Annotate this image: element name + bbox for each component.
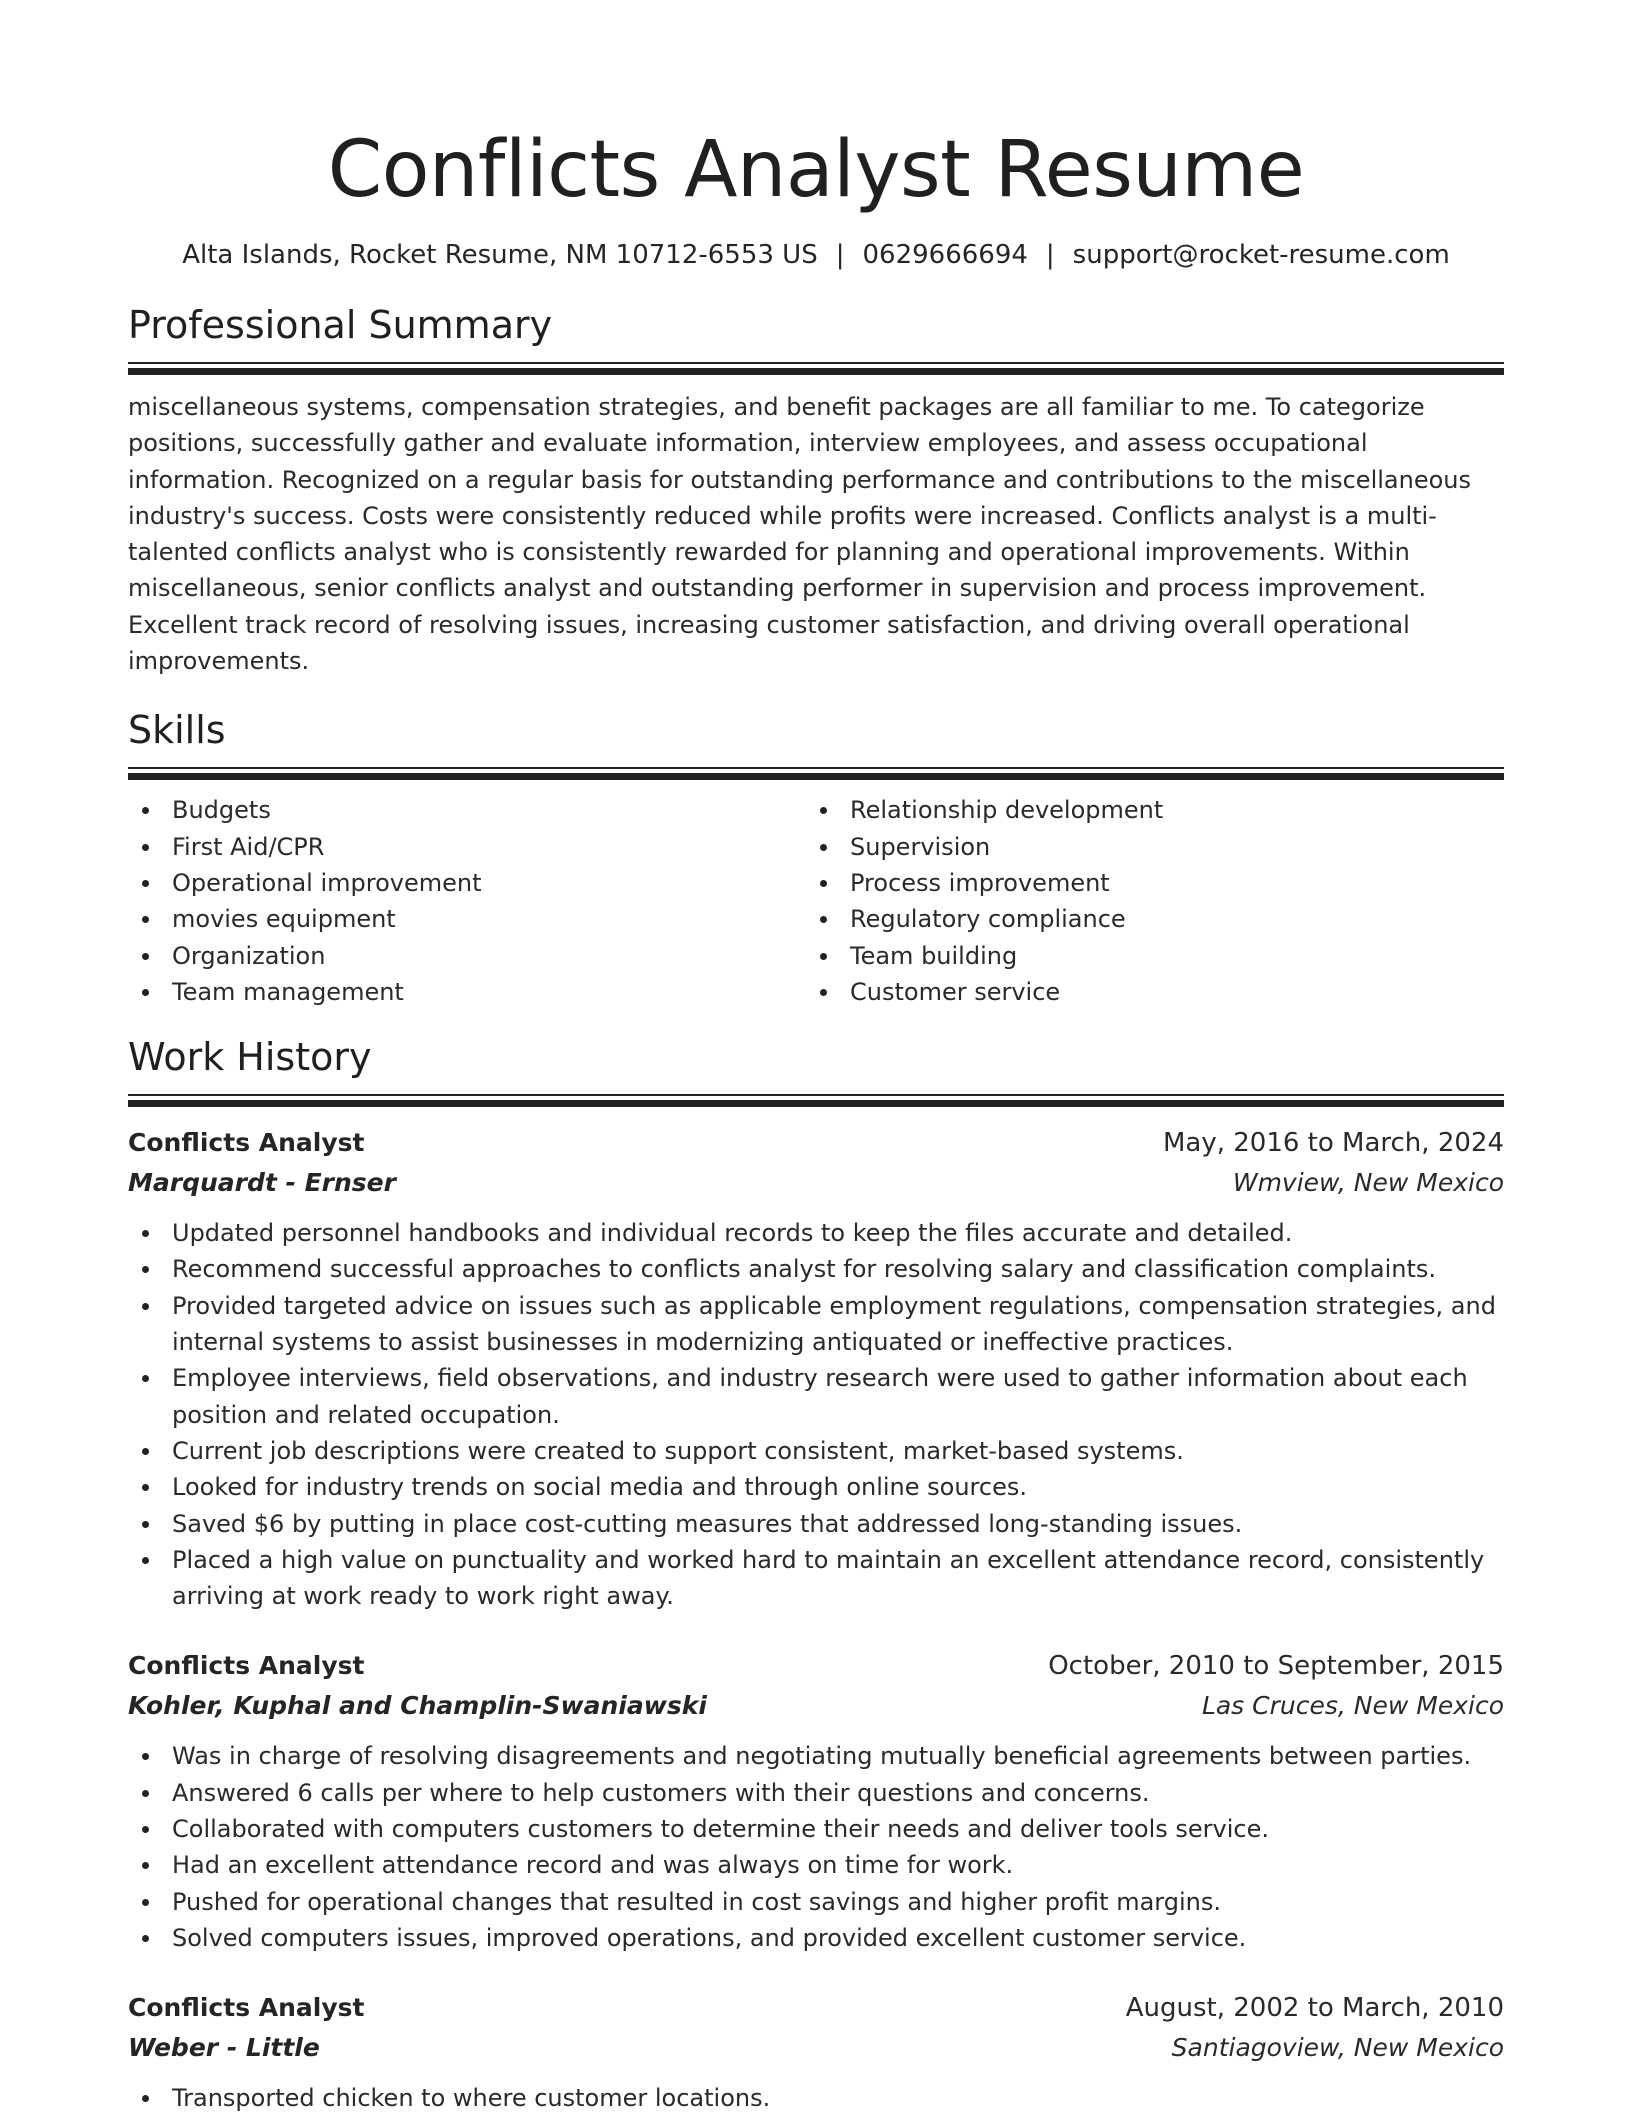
job-duties — [128, 1215, 1504, 1614]
skills-columns — [128, 792, 1504, 1010]
skills-list-right — [806, 792, 1484, 1010]
skill-item: Customer service — [806, 974, 1484, 1010]
job-entry — [128, 1646, 1504, 1956]
job-duties — [128, 2080, 1504, 2116]
duty-item: Answered 6 calls per where to help customers with their questions and concerns. — [128, 1775, 1504, 1811]
skill-item: Supervision — [806, 829, 1484, 865]
duty-item: Collaborated with computers customers to determine their needs and deliver tools service. — [128, 1811, 1504, 1847]
duty-item: Provided targeted advice on issues such as applicable employment regulations, compensation strategies, and internal systems to assist businesses in modernizing antiquated or ineffective practices. — [128, 1288, 1504, 1361]
resume-title: Conflicts Analyst Resume — [327, 125, 1305, 215]
job-company: Weber - Little — [128, 2033, 320, 2063]
resume-page — [128, 0, 1504, 2117]
skill-item: Organization — [128, 938, 806, 974]
job-header — [128, 1988, 1504, 2028]
duty-item: Pushed for operational changes that resulted in cost savings and higher profit margins. — [128, 1884, 1504, 1920]
contact-separator: | — [835, 240, 845, 270]
section-divider — [128, 362, 1504, 375]
skill-item: Process improvement — [806, 865, 1484, 901]
skills-section — [128, 705, 1504, 1010]
contact-line — [128, 238, 1504, 272]
contact-address: Alta Islands, Rocket Resume, NM 10712-6553 US — [182, 240, 818, 270]
duty-item: Updated personnel handbooks and individual records to keep the files accurate and detailed. — [128, 1215, 1504, 1251]
skills-heading: Skills — [128, 708, 226, 753]
job-company: Marquardt - Ernser — [128, 1168, 396, 1198]
skill-item: First Aid/CPR — [128, 829, 806, 865]
job-subheader — [128, 1163, 1504, 1203]
duty-item: Had an excellent attendance record and was always on time for work. — [128, 1847, 1504, 1883]
contact-email: support@rocket-resume.com — [1072, 240, 1450, 270]
duty-item: Solved computers issues, improved operations, and provided excellent customer service. — [128, 1920, 1504, 1956]
skill-item: movies equipment — [128, 901, 806, 937]
skill-item: Budgets — [128, 792, 806, 828]
job-dates: August, 2002 to March, 2010 — [1125, 1993, 1504, 2024]
skill-item: Relationship development — [806, 792, 1484, 828]
duty-item: Was in charge of resolving disagreements and negotiating mutually beneficial agreements between parties. — [128, 1738, 1504, 1774]
skill-item: Regulatory compliance — [806, 901, 1484, 937]
section-divider — [128, 1094, 1504, 1107]
contact-phone: 0629666694 — [862, 240, 1028, 270]
work-heading: Work History — [128, 1035, 372, 1080]
work-section — [128, 1032, 1504, 2116]
job-title: Conflicts Analyst — [128, 1993, 365, 2023]
duty-item: Recommend successful approaches to conflicts analyst for resolving salary and classification complaints. — [128, 1251, 1504, 1287]
section-divider — [128, 767, 1504, 780]
summary-heading: Professional Summary — [128, 303, 553, 347]
job-title: Conflicts Analyst — [128, 1128, 365, 1158]
job-company: Kohler, Kuphal and Champlin-Swaniawski — [128, 1691, 707, 1721]
duty-item: Placed a high value on punctuality and worked hard to maintain an excellent attendance record, consistently arriving at work ready to work right away. — [128, 1542, 1504, 1615]
duty-item: Looked for industry trends on social media and through online sources. — [128, 1469, 1504, 1505]
job-subheader — [128, 1686, 1504, 1726]
job-entry — [128, 1988, 1504, 2116]
job-dates: October, 2010 to September, 2015 — [1048, 1651, 1504, 1682]
duty-item: Transported chicken to where customer locations. — [128, 2080, 1504, 2116]
duty-item: Employee interviews, field observations, and industry research were used to gather information about each position and related occupation. — [128, 1360, 1504, 1433]
skills-list-left — [128, 792, 806, 1010]
job-dates: May, 2016 to March, 2024 — [1162, 1128, 1504, 1159]
duty-item: Saved $6 by putting in place cost-cutting measures that addressed long-standing issues. — [128, 1506, 1504, 1542]
skill-item: Team management — [128, 974, 806, 1010]
job-entry — [128, 1123, 1504, 1614]
job-subheader — [128, 2028, 1504, 2068]
job-header — [128, 1123, 1504, 1163]
contact-separator: | — [1045, 240, 1055, 270]
summary-text: miscellaneous systems, compensation strategies, and benefit packages are all familiar to me. To categorize positions, successfully gather and evaluate information, interview employees, and assess occupational information. Recognized on a regular basis for outstanding performance and contributions to the miscellaneous industry's success. Costs were consistently reduced while profits were increased. Conflicts analyst is a multi-talented conflicts analyst who is consistently rewarded for planning and operational improvements. Within miscellaneous, senior conflicts analyst and outstanding performer in supervision and process improvement. Excellent track record of resolving issues, increasing customer satisfaction, and driving overall operational improvements. — [128, 393, 1471, 676]
skill-item: Operational improvement — [128, 865, 806, 901]
summary-section — [128, 300, 1504, 679]
job-header — [128, 1646, 1504, 1686]
job-duties — [128, 1738, 1504, 1956]
job-title: Conflicts Analyst — [128, 1651, 365, 1681]
job-location: Santiagoview, New Mexico — [1171, 2033, 1504, 2063]
job-location: Wmview, New Mexico — [1232, 1168, 1504, 1198]
duty-item: Current job descriptions were created to support consistent, market-based systems. — [128, 1433, 1504, 1469]
skill-item: Team building — [806, 938, 1484, 974]
job-location: Las Cruces, New Mexico — [1201, 1691, 1504, 1721]
